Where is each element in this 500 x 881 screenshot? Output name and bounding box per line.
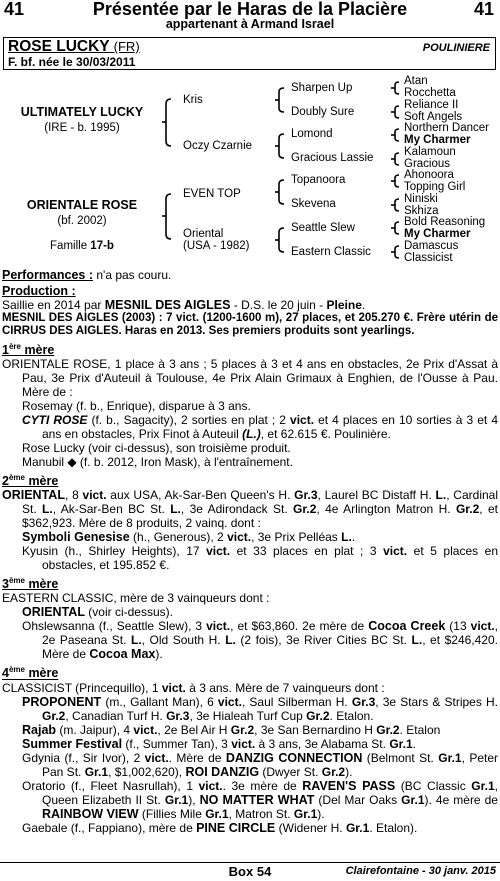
mere4-produce-6: Gaebale (f., Fappiano), mère de PINE CIRCLE (Widener H. Gr.1. Etalon).: [22, 820, 418, 835]
gen3-1: Sharpen Up: [291, 82, 353, 94]
gen2-2: Oczy Czarnie: [183, 140, 253, 152]
horse-country: (FR): [113, 39, 140, 54]
gen3-4: Gracious Lassie: [291, 152, 374, 164]
box-number: Box 54: [228, 864, 272, 879]
gen2-3: EVEN TOP: [183, 188, 241, 200]
dam-name: ORIENTALE ROSE: [26, 198, 138, 212]
gen2-4-info: (USA - 1982): [183, 240, 250, 252]
mere2-produce-2: Kyusin (h., Shirley Heights), 17 vict. et 33 places en plat ; 3 vict. et 5 places en obstacles, et 195.852 €.: [22, 544, 498, 573]
gen4-15: Damascus: [404, 240, 459, 252]
family: Famille 17-b: [50, 240, 114, 252]
gen4-5: Northern Dancer: [404, 122, 490, 134]
dam-info: (bf. 2002): [57, 215, 107, 227]
gen4-7: Kalamoun: [404, 146, 456, 158]
gen4-3: Reliance II: [404, 99, 459, 111]
gen3-2: Doubly Sure: [291, 106, 355, 118]
mere2-heading: 2ème mère: [2, 473, 59, 489]
mere1-produce-2: CYTI ROSE (f. b., Sagacity), 2 sorties en plat ; 2 vict. et 4 places en 10 sorties à 3 et 4 ans en obstacles, Prix Finot à Auteuil (L.), et 62.615 €. Poulinière.: [22, 413, 498, 442]
mere2-produce-1: Symboli Genesise (h., Generous), 2 vict., 3e Prix Pelléas L..: [22, 530, 356, 545]
horse-name: ROSE LUCKY (FR): [8, 38, 140, 55]
horse-birth: F. bf. née le 30/03/2011: [8, 55, 136, 69]
gen4-10: Topping Girl: [404, 181, 466, 193]
pedigree: [0, 72, 500, 268]
gen4-4: Soft Angels: [404, 111, 463, 123]
mere3-produce-1: ORIENTAL (voir ci-dessus).: [22, 605, 173, 620]
sire-info: (IRE - b. 1995): [44, 122, 120, 134]
horse-sex: POULINIERE: [422, 42, 490, 54]
mere4-produce-5: Oratorio (f., Fleet Nasrullah), 1 vict.. 3e mère de RAVEN'S PASS (BC Classic Gr.1, Queen Elizabeth II St. Gr.1), NO MATTER WHAT (Del Mar Oaks Gr.1). 4e mère de RAINBOW VIEW (Fillies Mile Gr.1, Matron St. Gr.1).: [22, 778, 498, 821]
gen4-9: Ahonoora: [404, 169, 454, 181]
lot-number-right: 41: [473, 0, 494, 19]
production-line: Saillie en 2014 par MESNIL DES AIGLES - D.S. le 20 juin - Pleine.: [2, 298, 366, 312]
gen4-8: Gracious: [404, 158, 451, 170]
page-subtitle: appartenant à Armand Israel: [165, 17, 335, 31]
mere1-produce-1: Rosemay (f. b., Enrique), disparue à 3 ans.: [22, 399, 251, 414]
mere4-dam: CLASSICIST (Princequillo), 1 vict. à 3 ans. Mère de 7 vainqueurs dont :: [2, 680, 385, 695]
mere4-produce-3: Summer Festival (f., Summer Tan), 3 vict. à 3 ans, 3e Alabama St. Gr.1.: [22, 736, 417, 751]
gen4-1: Atan: [404, 75, 428, 87]
gen2-4: Oriental: [183, 228, 224, 240]
gen3-5: Topanoora: [291, 174, 346, 186]
catalogue-body: [2, 268, 498, 835]
mere1-produce-4: Manubil ◆ (f. b. 2012, Iron Mask), à l'entraînement.: [22, 455, 293, 470]
mere3-produce-2: Ohslewsanna (f., Seattle Slew), 3 vict., et $63,860. 2e mère de Cocoa Creek (13 vict., 2e Paseana St. L., Old South H. L. (2 fois), 3e River Cities BC St. L., et $246,420. Mère de Cocoa Max).: [22, 619, 499, 662]
gen4-6: My Charmer: [404, 134, 471, 146]
production-heading: Production :: [2, 284, 76, 298]
gen4-12: Skhiza: [404, 205, 439, 217]
mere1-produce-3: Rose Lucky (voir ci-dessus), son troisième produit.: [22, 441, 291, 456]
lot-number-left: 41: [4, 0, 25, 19]
mere4-produce-1: PROPONENT (m., Gallant Man), 6 vict., Saul Silberman H. Gr.3, 3e Stars & Stripes H. Gr.2, Canadian Turf H. Gr.3, 3e Hialeah Turf Cup Gr.2. Etalon.: [22, 694, 498, 723]
mere4-heading: 4ème mère: [2, 665, 59, 681]
mere2-dam: ORIENTAL, 8 vict. aux USA, Ak-Sar-Ben Queen's H. Gr.3, Laurel BC Distaff H. L., Cardinal St. L., Ak-Sar-Ben BC St. L., 3e Adirondack St. Gr.2, 4e Arlington Matron H. Gr.2, et $362,923. Mère de 8 produits, 2 vainq. dont :: [2, 488, 498, 531]
gen3-8: Eastern Classic: [291, 246, 371, 258]
gen4-14: My Charmer: [404, 228, 471, 240]
gen3-6: Skevena: [291, 198, 336, 210]
gen4-16: Classicist: [404, 252, 453, 264]
horse-id-box: [3, 37, 496, 70]
page-header: [0, 0, 500, 34]
gen3-3: Lomond: [291, 128, 333, 140]
page-title: Présentée par le Haras de la Placière: [92, 0, 408, 19]
gen4-11: Niniski: [404, 193, 438, 205]
sale-source: Clairefontaine - 30 janv. 2015: [345, 865, 496, 877]
gen4-2: Rocchetta: [404, 87, 456, 99]
mere1-heading: 1ère mère: [2, 342, 55, 358]
mere1-dam: ORIENTALE ROSE, 1 place à 3 ans ; 5 places à 3 et 4 ans en obstacles, 2e Prix d'Assat à Pau, 3e Prix d'Auteuil à Toulouse, 4e Prix Alain Grimaux à Enghien, de l'Ousse à Pau. Mère de :: [2, 357, 498, 400]
mere4-produce-4: Gdynia (f., Sir Ivor), 2 vict.. Mère de DANZIG CONNECTION (Belmont St. Gr.1, Peter Pan St. Gr.1, $1,002,620), ROI DANZIG (Dwyer St. Gr.2).: [22, 750, 498, 779]
performances: Performances : n'a pas couru.: [2, 268, 172, 282]
mere3-dam: EASTERN CLASSIC, mère de 3 vainqueurs dont :: [2, 591, 270, 606]
mere3-heading: 3ème mère: [2, 576, 59, 592]
production-detail: MESNIL DES AIGLES (2003) : 7 vict. (1200-1600 m), 27 places, et 205.270 €. Frère utérin de CIRRUS DES AIGLES. Haras en 2013. Ses premiers produits sont yearlings.: [2, 312, 498, 337]
page-footer: [0, 862, 500, 881]
sire-name: ULTIMATELY LUCKY: [20, 105, 144, 119]
gen2-1: Kris: [183, 94, 203, 106]
gen3-7: Seattle Slew: [291, 222, 355, 234]
mere4-produce-2: Rajab (m. Jaipur), 4 vict., 2e Bel Air H Gr.2, 3e San Bernardino H Gr.2. Etalon: [22, 722, 441, 737]
gen4-13: Bold Reasoning: [404, 216, 486, 228]
